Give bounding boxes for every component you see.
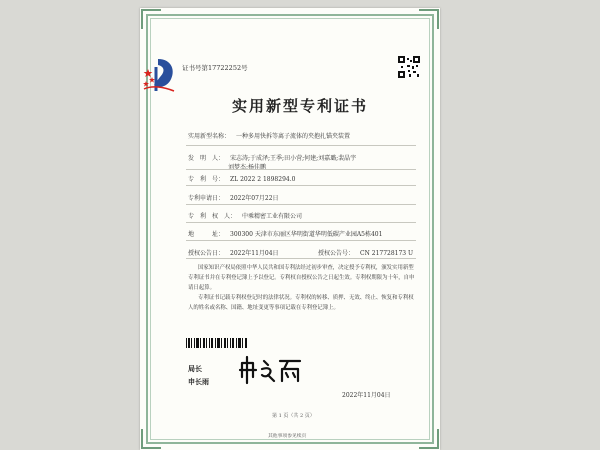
field-patent-number	[188, 174, 295, 183]
field-key: 专利申请日：	[188, 195, 225, 202]
certificate-body	[188, 263, 416, 313]
field-address	[188, 229, 382, 238]
field-value: 300300 天津市东丽区华明街道华明低碳产业园A5栋401	[230, 231, 383, 238]
divider	[186, 258, 416, 259]
field-key: 授权公告日：	[188, 250, 225, 257]
divider	[186, 185, 416, 186]
cnipa-logo-icon	[140, 55, 180, 95]
body-paragraph: 国家知识产权局依照中华人民共和国专利法经过初步审查，决定授予专利权，颁发实用新型专利证书并在专利登记簿上予以登记。专利权自授权公告之日起生效。专利权期限为十年，自申请日起算。	[188, 265, 415, 291]
corner-ornament	[141, 429, 161, 449]
footer-note: 其他事项参见续页	[268, 434, 307, 439]
field-key: 发 明 人：	[188, 155, 225, 162]
field-key: 授权公告号：	[318, 250, 355, 257]
field-key: 专 利 号：	[188, 176, 225, 183]
barcode-icon	[186, 338, 248, 348]
corner-ornament	[419, 429, 439, 449]
qr-code-icon	[398, 56, 420, 78]
field-value: 一种多用快拆等离子流体的夹抱扎锚夹装置	[236, 133, 351, 140]
divider	[186, 204, 416, 205]
divider	[186, 222, 416, 223]
field-application-date	[188, 193, 279, 202]
divider	[186, 145, 416, 146]
field-value: 中乘精密工业有限公司	[242, 213, 303, 220]
sign-name-label: 申长雨	[188, 377, 209, 386]
field-key: 实用新型名称：	[188, 133, 231, 140]
field-utility-model-name	[188, 131, 350, 140]
sign-title-label: 局长	[188, 364, 202, 373]
divider	[186, 240, 416, 241]
field-key: 专 利 权 人：	[188, 213, 237, 220]
field-patentee	[188, 211, 302, 220]
field-inventors	[188, 153, 356, 162]
field-value: 宋志涛;于成泽;王季;田小营;何建;刘嘉璐;裴晶宇	[230, 155, 357, 162]
body-paragraph: 专利证书记载专利权登记时的法律状况。专利权的转移、质押、无效、终止、恢复和专利权人的姓名或名称、国籍、地址变更等事项记载在专利登记簿上。	[188, 295, 414, 311]
corner-ornament	[141, 9, 161, 29]
field-value: ZL 2022 2 1898294.0	[230, 176, 296, 183]
handwritten-signature	[238, 355, 302, 385]
field-grant-date	[188, 248, 279, 257]
corner-ornament	[419, 9, 439, 29]
field-value: 2022年11月04日	[230, 250, 279, 257]
divider	[186, 169, 416, 170]
field-value: 刘梦杰;杨佳鹏	[228, 164, 267, 171]
field-grant-number	[318, 248, 413, 257]
field-value: 2022年07月22日	[230, 195, 279, 202]
field-value: CN 217728173 U	[360, 250, 414, 257]
certificate-number: 证书号第17722252号	[182, 64, 248, 72]
sign-date: 2022年11月04日	[342, 392, 391, 399]
page-number: 第 1 页（共 2 页）	[272, 413, 315, 419]
page-title: 实用新型专利证书	[231, 97, 368, 115]
field-key: 地 址：	[188, 231, 225, 238]
